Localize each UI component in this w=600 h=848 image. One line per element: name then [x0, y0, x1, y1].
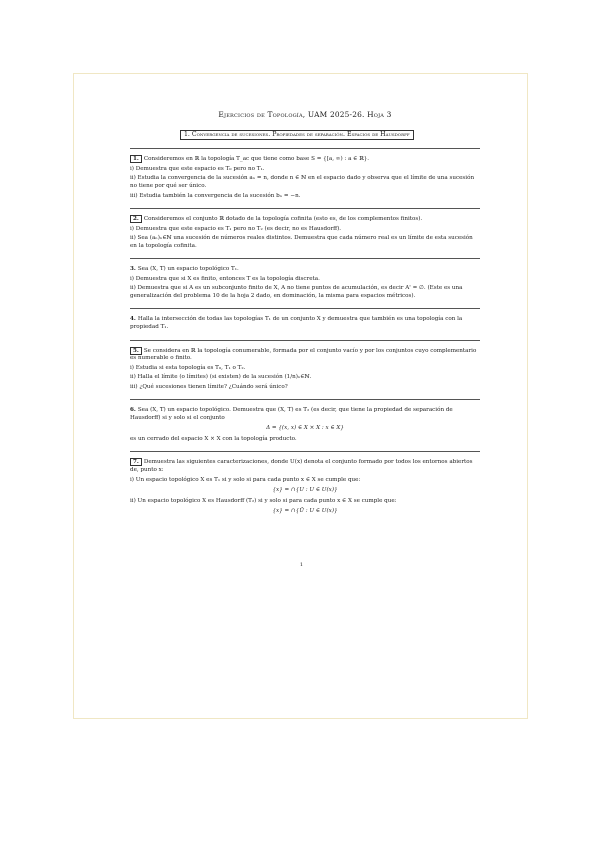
document-page	[73, 73, 528, 719]
exercise-2	[130, 216, 480, 250]
separator	[130, 399, 480, 400]
separator	[130, 308, 480, 309]
exercise-intro: Demuestra las siguientes caracterizaciones, donde U(x) denota el conjunto formado por todos los entornos abiertos de, punto x:	[130, 459, 473, 474]
exercise-intro: Se considera en ℝ la topología conumerable, formada por el conjunto vacío y por los conjuntos cuyo complementario es numerable o finito.	[130, 347, 477, 362]
exercise-6	[130, 407, 480, 443]
page-number: 1	[299, 562, 304, 568]
exercise-4	[130, 316, 480, 331]
exercise-number: 5.	[130, 347, 142, 355]
exercise-item: i) Demuestra que este espacio es T₁ pero no T₂ (es decir, no es Hausdorff).	[130, 225, 342, 232]
exercise-number: 3.	[130, 266, 136, 273]
exercise-7	[130, 459, 480, 515]
exercise-intro: Consideremos el conjunto ℝ dotado de la topología cofinita (esto es, de los complementos finitos).	[143, 216, 423, 223]
separator	[130, 340, 480, 341]
separator	[130, 208, 480, 209]
exercise-item: ii) Sea (aₙ)ₙ∈ℕ una sucesión de números reales distintos. Demuestra que cada número real es un límite de esta sucesión en la topología cofinita.	[130, 235, 473, 249]
section-heading: 1. Convergencia de sucesiones. Propiedades de separación. Espacios de Hausdorff	[180, 130, 414, 140]
exercise-item: i) Demuestra que este espacio es T₀ pero no T₁.	[130, 165, 265, 172]
separator	[130, 258, 480, 259]
exercise-item: ii) Estudia la convergencia de la sucesión aₙ = n, donde n ∈ ℕ en el espacio dado y observa que el límite de una sucesión no tiene por qué ser único.	[130, 175, 475, 189]
exercise-intro: Sea (X, T) un espacio topológico T₁.	[137, 266, 239, 273]
exercise-number: 6.	[130, 407, 136, 414]
exercise-intro: Halla la intersección de todas las topologías T₁ de un conjunto X y demuestra que también es una topología con la propiedad T₁.	[130, 316, 463, 330]
exercise-item: i) Un espacio topológico X es T₁ si y solo si para cada punto x ∈ X se cumple que:	[130, 476, 361, 483]
exercise-item: ii) Demuestra que si A es un subconjunto finito de X, A no tiene puntos de acumulación, es decir A' = ∅. (Este es una generalización del problema 10 de la hoja 2 dado, en dominación, la misma para espacios métricos).	[130, 285, 463, 299]
exercise-number: 2.	[130, 215, 142, 223]
document-title: Ejercicios de Topología, UAM 2025-26. Hoja 3	[218, 110, 392, 119]
separator	[130, 148, 480, 149]
exercise-item: ii) Un espacio topológico X es Hausdorff (T₂) si y solo si para cada punto x ∈ X se cumple que:	[130, 497, 397, 504]
exercise-intro: Consideremos en ℝ la topología T_ac que tiene como base S = {[a, ∞) : a ∈ ℝ}.	[143, 156, 370, 163]
diagonal-formula: Δ = {(x, x) ∈ X × X : x ∈ X}	[266, 425, 344, 432]
exercise-item: iii) Estudia también la convergencia de la sucesión bₙ = −n.	[130, 192, 301, 199]
exercise-item: i) Demuestra que si X es finito, entonces T es la topología discreta.	[130, 275, 320, 282]
t2-formula: {x} = ∩{Ū : U ∈ U(x)}	[272, 508, 338, 515]
page-content	[130, 110, 480, 524]
exercise-number: 7.	[130, 458, 142, 466]
exercise-1	[130, 156, 480, 200]
exercise-item: ii) Halla el límite (o límites) (si existen) de la sucesión (1/n)ₙ∈ℕ.	[130, 374, 312, 381]
separator	[130, 451, 480, 452]
exercise-number: 1.	[130, 155, 142, 163]
exercise-item: i) Estudia si esta topología es T₀, T₁ o T₂.	[130, 364, 246, 371]
t1-formula: {x} = ∩{U : U ∈ U(x)}	[272, 487, 338, 494]
exercise-number: 4.	[130, 316, 136, 323]
exercise-3	[130, 266, 480, 300]
exercise-outro: es un cerrado del espacio X × X con la topología producto.	[130, 435, 297, 442]
exercise-5	[130, 348, 480, 392]
exercise-item: iii) ¿Qué sucesiones tienen límite? ¿Cuándo será único?	[130, 383, 288, 390]
exercise-intro: Sea (X, T) un espacio topológico. Demuestra que (X, T) es T₂ (es decir, que tiene la propiedad de separación de Hausdorff) si y solo si el conjunto	[130, 407, 453, 421]
